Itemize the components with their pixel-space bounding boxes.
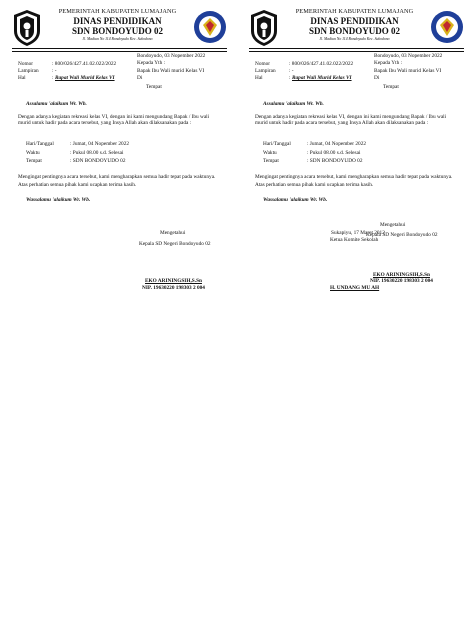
closing-2: Atas perhatian semua pihak kami ucapkan terima kasih. (18, 182, 137, 188)
salam-close: Wassalamu 'alaikum Wr. Wb. (26, 197, 91, 203)
waktu-label: Waktu (263, 150, 277, 156)
waktu-label: Waktu (26, 150, 40, 156)
closing-1: Mengingat pentingnya acara tersebut, kami mengharapkan semua hadir tepat pada waktunya. (18, 174, 216, 180)
hari-value: : Jumat, 04 Nopember 2022 (307, 141, 366, 147)
lampiran-value: : - (289, 68, 294, 74)
committee-role: Ketua Komite Sekolah (330, 237, 379, 243)
recipient: Bapak Ibu Wali murid Kelas VI (137, 68, 205, 74)
letterhead-rule (249, 48, 464, 49)
nomor-label: Nomor (18, 61, 34, 67)
salam-open: Assalamu 'alaikum Wr. Wb. (26, 101, 87, 107)
sign-nip: NIP. 19630220 198303 2 004 (370, 278, 433, 284)
lampiran-label: Lampiran (18, 68, 39, 74)
tempat-label: Tempat (26, 158, 42, 164)
sign-nip: NIP. 19630220 198303 2 004 (142, 285, 205, 291)
intro-paragraph: Dengan adanya kegiatan rekreasi kelas VI, dengan ini kami mengundang Bapak / Ibu wali murid untuk hadir pada acara tersebut, yang Insya Allah akan dilaksanakan pada : (18, 114, 210, 126)
tut-wuri-handayani-emblem-icon (430, 10, 464, 44)
hal-colon: : (52, 75, 54, 81)
letterhead-rule (12, 48, 227, 49)
intro-paragraph: Dengan adanya kegiatan rekreasi kelas VI, dengan ini kami mengundang Bapak / Ibu wali murid untuk hadir pada acara tersebut, yang Insya Allah akan dilaksanakan pada : (255, 114, 447, 126)
nomor-value: : 800/026/427.41.02.022/2022 (289, 61, 354, 67)
sign-role: Kepala SD Negeri Bondoyudo 02 (366, 232, 438, 238)
hari-label: Hari/Tanggal (26, 141, 54, 147)
hal-label: Hal (255, 75, 263, 81)
tut-wuri-handayani-emblem-icon (193, 10, 227, 44)
recipient: Bapak Ibu Wali murid Kelas VI (374, 68, 442, 74)
header-department: DINAS PENDIDIKAN (310, 16, 399, 26)
tempat-value: : SDN BONDOYUDO 02 (307, 158, 363, 164)
waktu-value: : Pukul 08.00 s.d. Selesai (307, 150, 361, 156)
header-department: DINAS PENDIDIKAN (73, 16, 162, 26)
letter-date: Bondoyudo, 03 Nopember 2022 (374, 53, 443, 59)
closing-2: Atas perhatian semua pihak kami ucapkan terima kasih. (255, 182, 374, 188)
letterhead (249, 8, 464, 48)
to-line: Kepada Yth : (374, 60, 403, 66)
hal-value: Rapat Wali Murid Kelas VI (292, 75, 352, 81)
salam-close: Wassalamu 'alaikum Wr. Wb. (263, 197, 328, 203)
hari-value: : Jumat, 04 Nopember 2022 (70, 141, 129, 147)
sign-mengetahui: Mengetahui (380, 222, 406, 228)
nomor-label: Nomor (255, 61, 271, 67)
letterhead (12, 8, 227, 48)
hal-label: Hal (18, 75, 26, 81)
to-line: Kepada Yth : (137, 60, 166, 66)
lampiran-value: : - (52, 68, 57, 74)
lampiran-label: Lampiran (255, 68, 276, 74)
hal-value: Rapat Wali Murid Kelas VI (55, 75, 115, 81)
committee-name: H. UNDANG MU AH (330, 285, 380, 291)
header-school: SDN BONDOYUDO 02 (308, 26, 400, 36)
header-address: Jl. Madiun No 114 Bondoyudo Kec. Sukodono (319, 37, 390, 41)
salam-open: Assalamu 'alaikum Wr. Wb. (263, 101, 324, 107)
waktu-value: : Pukul 08.00 s.d. Selesai (70, 150, 124, 156)
letterhead-rule-thin (249, 51, 464, 52)
sign-mengetahui: Mengetahui (160, 230, 186, 236)
hari-label: Hari/Tanggal (263, 141, 291, 147)
sign-date: Sukapiyu, 17 Maret 2012 (331, 230, 385, 236)
lumajang-regency-emblem-icon (249, 9, 279, 47)
letter-right (237, 0, 474, 620)
nomor-value: : 800/026/427.41.02.022/2022 (52, 61, 117, 67)
place-label: Tempat (146, 84, 162, 90)
hal-colon: : (289, 75, 291, 81)
sign-name: EKO ARININGSIH,S.Sn (373, 272, 430, 278)
header-government: PEMERINTAH KABUPATEN LUMAJANG (295, 8, 414, 15)
place-label: Tempat (383, 84, 399, 90)
sign-name: EKO ARININGSIH,S.Sn (145, 278, 202, 284)
letterhead-rule-thin (12, 51, 227, 52)
di-label: Di (374, 75, 380, 81)
lumajang-regency-emblem-icon (12, 9, 42, 47)
tempat-value: : SDN BONDOYUDO 02 (70, 158, 126, 164)
closing-1: Mengingat pentingnya acara tersebut, kami mengharapkan semua hadir tepat pada waktunya. (255, 174, 453, 180)
di-label: Di (137, 75, 143, 81)
header-school: SDN BONDOYUDO 02 (71, 26, 163, 36)
tempat-label: Tempat (263, 158, 279, 164)
letter-date: Bondoyudo, 03 Nopember 2022 (137, 53, 206, 59)
header-government: PEMERINTAH KABUPATEN LUMAJANG (58, 8, 177, 15)
sign-role: Kepala SD Negeri Bondoyudo 02 (139, 241, 211, 247)
header-address: Jl. Madiun No 114 Bondoyudo Kec. Sukodono (82, 37, 153, 41)
